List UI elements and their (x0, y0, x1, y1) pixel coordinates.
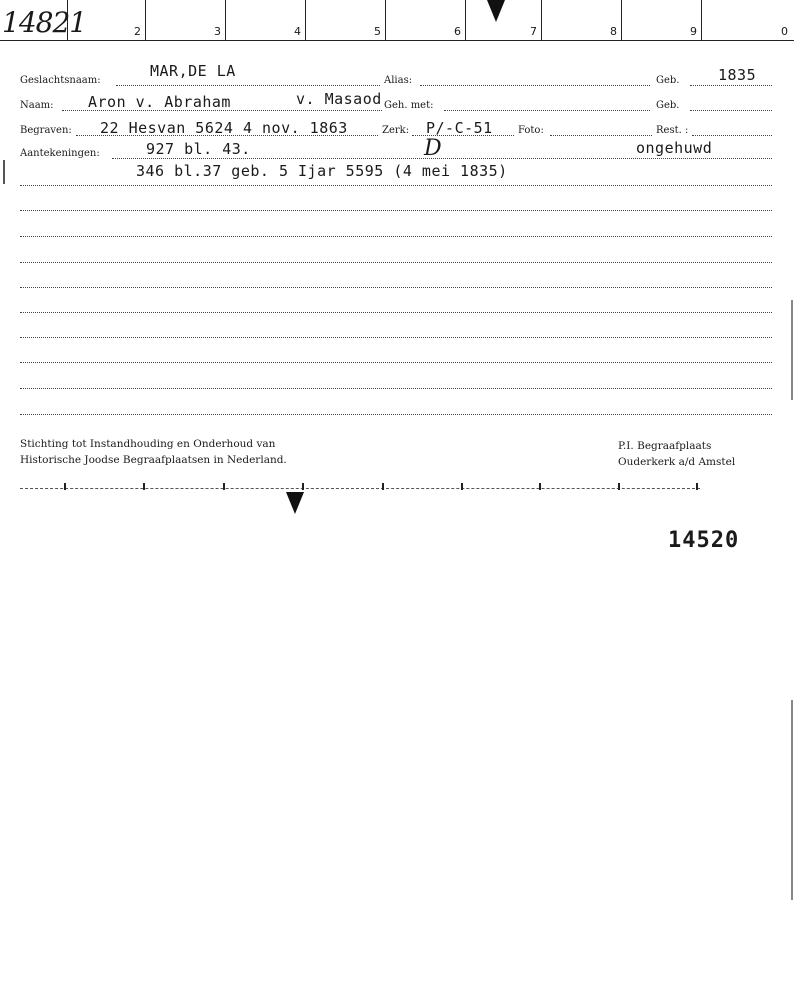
empty-dotline (20, 362, 772, 363)
grave-label: Zerk: (382, 125, 410, 136)
place-line-1: P.I. Begraafplaats (618, 440, 712, 452)
tick-mark (64, 483, 66, 490)
column-cell (702, 0, 792, 40)
burial-value: 22 Hesvan 5624 4 nov. 1863 (100, 119, 348, 137)
column-number: 2 (134, 25, 141, 38)
stamp-number: 14520 (668, 528, 740, 553)
place-footer (618, 438, 735, 470)
column-cell (386, 0, 466, 40)
spouse-birth-label: Geb. (656, 100, 680, 111)
tick-mark (461, 483, 463, 490)
empty-dotline (20, 287, 772, 288)
tick-mark (618, 483, 620, 490)
birth-dotline (690, 85, 772, 86)
married-dotline (444, 110, 650, 111)
punch-marker-top-icon (487, 0, 505, 22)
name-label: Naam: (20, 100, 54, 111)
grave-value: P/-C-51 (426, 119, 493, 137)
card-number: 14821 (2, 6, 87, 39)
column-number: 3 (214, 25, 221, 38)
empty-dotline (20, 210, 772, 211)
empty-dotline (20, 337, 772, 338)
notes-value-2: 346 bl.37 geb. 5 Ijar 5595 (4 mei 1835) (136, 162, 508, 180)
column-cell (622, 0, 702, 40)
card-edge (791, 300, 793, 400)
spouse-birth-dotline (690, 110, 772, 111)
card-number-cell (0, 0, 87, 40)
alias-dotline (420, 85, 650, 86)
rest-label: Rest. : (656, 125, 689, 136)
column-cell (306, 0, 386, 40)
handwritten-mark: D (424, 136, 443, 161)
notes-value: 927 bl. 43. (146, 140, 251, 158)
marital-status-value: ongehuwd (636, 139, 713, 157)
card-edge (791, 700, 793, 900)
column-cell (146, 0, 226, 40)
surname-label: Geslachtsnaam: (20, 75, 101, 86)
married-label: Geh. met: (384, 100, 434, 111)
empty-dotline (20, 262, 772, 263)
column-number: 8 (610, 25, 617, 38)
empty-dotline (20, 388, 772, 389)
index-strip (0, 0, 794, 41)
photo-dotline (550, 135, 652, 136)
column-number: 7 (530, 25, 537, 38)
tick-mark (382, 483, 384, 490)
empty-dotline (20, 312, 772, 313)
punch-marker-bottom-icon (286, 492, 304, 514)
column-cell (68, 0, 146, 40)
alias-label: Alias: (384, 75, 413, 86)
father-suffix-value: v. Masaod (296, 90, 382, 108)
column-number: 4 (294, 25, 301, 38)
surname-dotline (116, 85, 380, 86)
tick-mark (696, 483, 698, 490)
tick-mark (223, 483, 225, 490)
burial-label: Begraven: (20, 125, 72, 136)
column-number: 9 (690, 25, 697, 38)
org-line-2: Historische Joodse Begraafplaatsen in Nederland. (20, 454, 287, 466)
tick-mark (143, 483, 145, 490)
empty-dotline (20, 236, 772, 237)
empty-dotline (20, 414, 772, 415)
birth-label: Geb. (656, 75, 680, 86)
notes-dotline-2 (20, 185, 772, 186)
photo-label: Foto: (518, 125, 544, 136)
column-number: 0 (781, 25, 788, 38)
place-line-2: Ouderkerk a/d Amstel (618, 456, 736, 468)
column-number: 5 (374, 25, 381, 38)
org-footer (20, 436, 287, 468)
tick-mark (302, 483, 304, 490)
margin-mark (3, 160, 5, 184)
name-value: Aron v. Abraham (88, 93, 231, 111)
column-number: 6 (454, 25, 461, 38)
tick-mark (539, 483, 541, 490)
notes-label: Aantekeningen: (20, 148, 100, 159)
bottom-rule (20, 488, 700, 489)
column-cell (226, 0, 306, 40)
org-line-1: Stichting tot Instandhouding en Onderhoud van (20, 438, 276, 450)
rest-dotline (692, 135, 772, 136)
column-cell (542, 0, 622, 40)
surname-value: MAR,DE LA (150, 62, 236, 80)
birth-year-value: 1835 (718, 66, 757, 84)
